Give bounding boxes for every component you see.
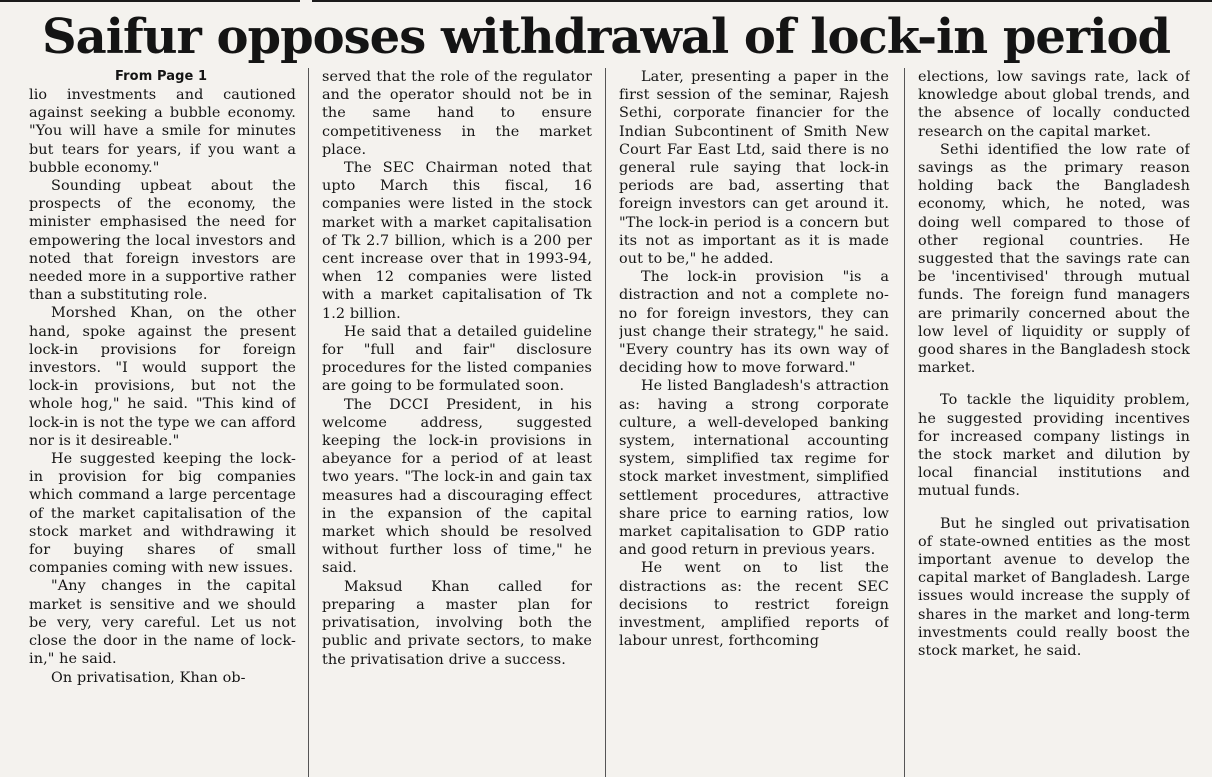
paragraph: Maksud Khan called for preparing a master plan for privatisation, involving both the public and private sectors, to make the privatisation drive a success. [322,578,592,668]
paragraph: Morshed Khan, on the other hand, spoke against the present lock-in provisions for foreign investors. "I would support the lock-in provisions, but not the whole hog," he said. "This kind of lock-in is not the type we can afford nor is it desireable." [29,305,296,449]
paragraph: But he singled out privatisation of state-owned entities as the most important avenue to develop the capital market of Bangladesh. Large issues would increase the supply of shares in the market and long-term investments could really boost the stock market, he said. [918,515,1190,660]
paragraph: "Any changes in the capital market is sensitive and we should be very, very careful. Let us not close the door in the name of lock-in," he said. [29,578,296,668]
paragraph: served that the role of the regulator and the operator should not be in the same hand to ensure competitiveness in the market place. [322,69,592,158]
paragraph: lio investments and cautioned against seeking a bubble economy. "You will have a smile for minutes but tears for years, if you want a bubble economy." [29,87,296,176]
column-1 [29,68,296,777]
paragraph: The lock-in provision "is a distraction and not a complete no-no for foreign investors, they can just change their strategy," he said. "Every country has its own way of deciding how to move forward." [619,269,889,377]
paragraph: He went on to list the distractions as: the recent SEC decisions to restrict foreign investment, amplified reports of labour unrest, forthcoming [619,560,889,650]
paragraph: He listed Bangladesh's attraction as: having a strong corporate culture, a well-developed banking system, international accounting system, simplified tax regime for stock market investment, simplified settlement procedures, attractive share price to earning ratios, low market capitalisation to GDP ratio and good return in previous years. [619,378,889,559]
paragraph: Later, presenting a paper in the first session of the seminar, Rajesh Sethi, corporate financier for the Indian Subcontinent of Smith New Court Far East Ltd, said there is no general rule saying that lock-in periods are bad, asserting that foreign investors can get around it. "The lock-in period is a concern but its not as important as it is made out to be," he added. [619,69,889,268]
from-page-label: From Page 1 [115,69,208,84]
paragraph: The DCCI President, in his welcome address, suggested keeping the lock-in provisions in abeyance for a period of at least two years. "The lock-in and gain tax measures had a discouraging effect in the expansion of the capital market which should be resolved without further loss of time," he said. [322,396,592,577]
paragraph: elections, low savings rate, lack of knowledge about global trends, and the absence of locally conducted research on the capital market. [918,69,1190,140]
paragraph: To tackle the liquidity problem, he suggested providing incentives for increased company listings in the stock market and dilution by local financial institutions and mutual funds. [918,392,1190,500]
paragraph: He said that a detailed guideline for "full and fair" disclosure procedures for the listed companies are going to be formulated soon. [322,323,592,395]
paragraph: The SEC Chairman noted that upto March this fiscal, 16 companies were listed in the stock market with a market capitalisation of Tk 2.7 billion, which is a 200 per cent increase over that in 1993-94, when 12 companies were listed with a market capitalisation of Tk 1.2 billion. [322,160,592,322]
column-3 [619,68,889,777]
paragraph: Sounding upbeat about the prospects of the economy, the minister emphasised the need for empowering the local investors and noted that foreign investors are needed more in a supportive rather than a substituting role. [29,178,296,304]
article-body [0,68,1212,777]
headline: Saifur opposes withdrawal of lock-in period [41,9,1171,65]
paragraph: Sethi identified the low rate of savings as the primary reason holding back the Bangladesh economy, which, he noted, was doing well compared to those of other regional countries. He suggested that the savings rate can be 'incentivised' through mutual funds. The foreign fund managers are primarily concerned about the low level of liquidity or supply of good shares in the Bangladesh stock market. [918,141,1190,377]
paragraph: On privatisation, Khan ob- [51,669,246,686]
paragraph: He suggested keeping the lock-in provision for big companies which command a large percentage of the market capitalisation of the stock market and withdrawing it for buying shares of small companies coming with new issues. [29,451,296,577]
column-4 [918,68,1190,777]
column-2 [322,68,592,777]
